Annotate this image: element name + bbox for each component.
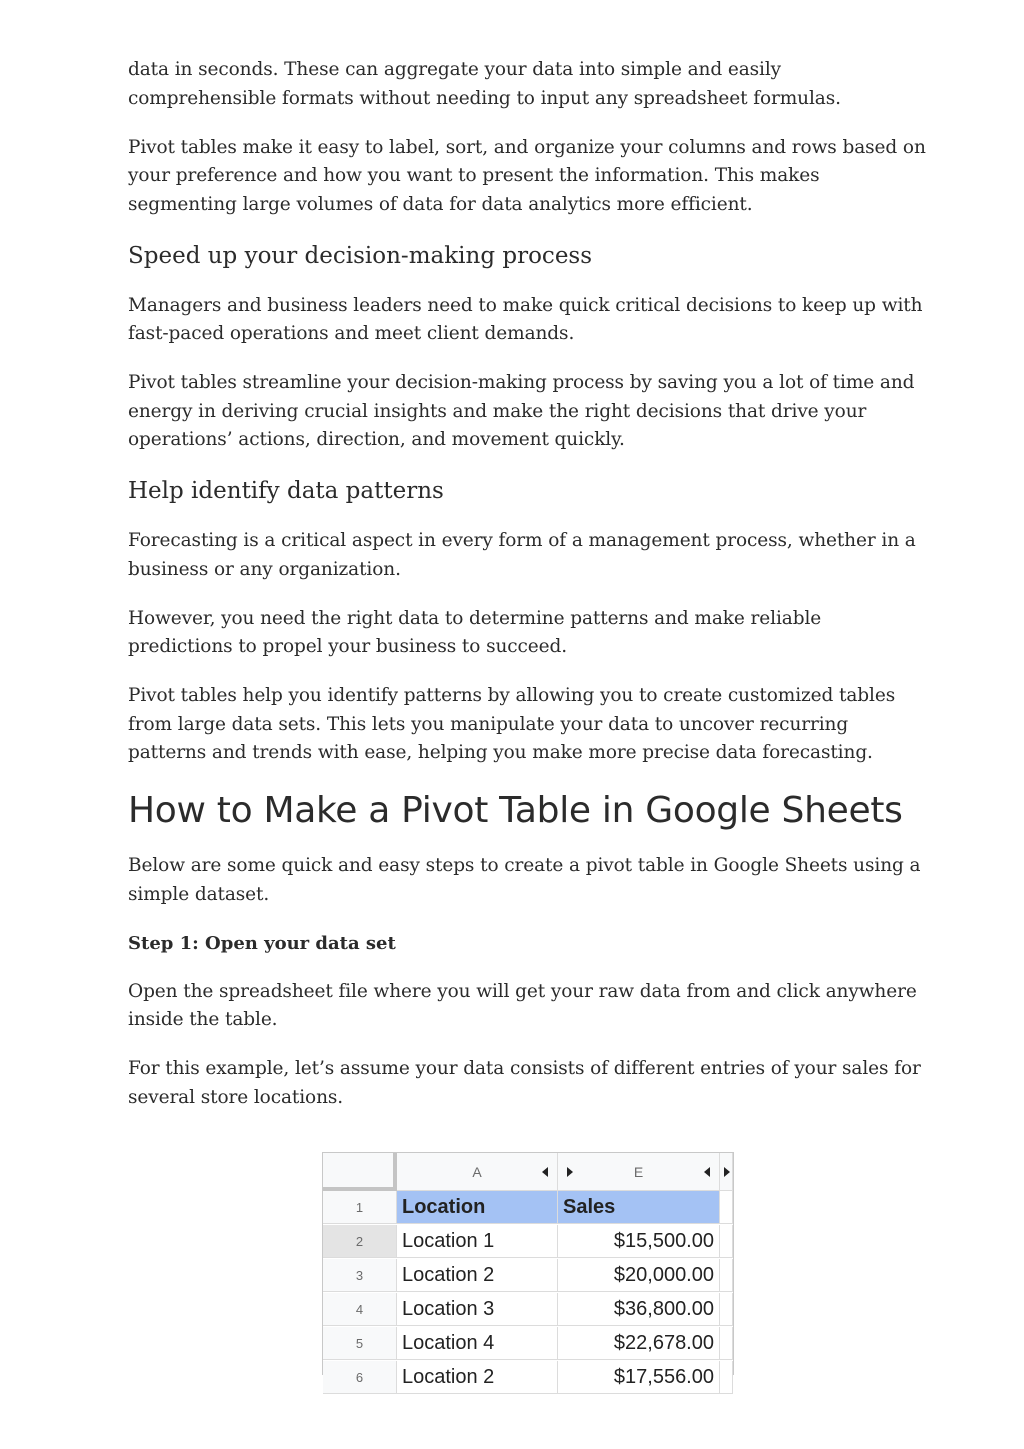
paragraph-streamline: Pivot tables streamline your decision-making process by saving you a lot of time and energy in deriving crucial insights and make the right decisions that drive your operations’ actions, direction, and movement quickly. (128, 372, 915, 450)
cell-location[interactable]: Location 1 (397, 1225, 558, 1258)
select-all-corner (323, 1153, 397, 1191)
row-number: 4 (323, 1293, 397, 1326)
step-1-title: Step 1: Open your data set (128, 932, 396, 954)
table-row (323, 1327, 733, 1361)
column-header-row (323, 1153, 733, 1187)
collapse-left-icon (704, 1167, 710, 1177)
row-number: 1 (323, 1191, 397, 1224)
cell-empty (720, 1293, 733, 1326)
paragraph-however: However, you need the right data to determine patterns and make reliable predictions to propel your business to succeed. (128, 607, 822, 657)
cell-empty (720, 1361, 733, 1394)
column-header-e (558, 1153, 720, 1191)
row-number: 3 (323, 1259, 397, 1292)
cell-location[interactable]: Location 2 (397, 1259, 558, 1292)
table-row (323, 1361, 733, 1395)
cell-sales-header[interactable]: Sales (558, 1191, 720, 1224)
spreadsheet-screenshot (322, 1152, 734, 1388)
table-row-header (323, 1191, 733, 1225)
table-row (323, 1225, 733, 1259)
table-row (323, 1259, 733, 1293)
expand-right-icon (724, 1167, 730, 1177)
cell-sales[interactable]: $15,500.00 (558, 1225, 720, 1258)
paragraph-example: For this example, let’s assume your data consists of different entries of your sales for several store locations. (128, 1058, 921, 1108)
cell-empty (720, 1225, 733, 1258)
column-e-label: E (633, 1164, 644, 1180)
column-header-next (720, 1153, 733, 1191)
cell-sales[interactable]: $20,000.00 (558, 1259, 720, 1292)
paragraph-label-sort: Pivot tables make it easy to label, sort, and organize your columns and rows based on your preference and how you want to present the information. This makes segmenting large volumes of data for data analytics more efficient. (128, 136, 926, 215)
article-body (128, 56, 928, 1133)
cell-location[interactable]: Location 2 (397, 1361, 558, 1394)
column-a-label: A (472, 1164, 482, 1180)
cell-empty (720, 1259, 733, 1292)
cell-location[interactable]: Location 3 (397, 1293, 558, 1326)
heading-identify-patterns: Help identify data patterns (128, 478, 444, 504)
cell-location-header[interactable]: Location (397, 1191, 558, 1224)
paragraph-open: Open the spreadsheet file where you will get your raw data from and click anywhere inside the table. (128, 980, 917, 1030)
cell-empty (720, 1327, 733, 1360)
table-row (323, 1293, 733, 1327)
heading-speed-up: Speed up your decision-making process (128, 242, 593, 269)
row-number: 2 (323, 1225, 397, 1258)
paragraph-identify: Pivot tables help you identify patterns by allowing you to create customized tables from large data sets. This lets you manipulate your data to uncover recurring patterns and trends with ease, helping you make more precise data forecasting. (128, 685, 896, 763)
cell-sales[interactable]: $36,800.00 (558, 1293, 720, 1326)
paragraph-intro-continued: data in seconds. These can aggregate your data into simple and easily comprehensible formats without needing to input any spreadsheet formulas. (128, 59, 841, 109)
row-number: 6 (323, 1361, 397, 1394)
cell-empty (720, 1191, 733, 1224)
paragraph-below: Below are some quick and easy steps to create a pivot table in Google Sheets using a simple dataset. (128, 855, 921, 905)
expand-right-icon (567, 1167, 573, 1177)
row-number: 5 (323, 1327, 397, 1360)
cell-sales[interactable]: $22,678.00 (558, 1327, 720, 1360)
cell-sales[interactable]: $17,556.00 (558, 1361, 720, 1394)
cell-location[interactable]: Location 4 (397, 1327, 558, 1360)
heading-how-to: How to Make a Pivot Table in Google Sheets (128, 790, 903, 831)
paragraph-forecasting: Forecasting is a critical aspect in every form of a management process, whether in a business or any organization. (128, 530, 916, 580)
paragraph-managers: Managers and business leaders need to make quick critical decisions to keep up with fast-paced operations and meet client demands. (128, 294, 923, 344)
column-header-a (397, 1153, 558, 1191)
collapse-left-icon (542, 1167, 548, 1177)
